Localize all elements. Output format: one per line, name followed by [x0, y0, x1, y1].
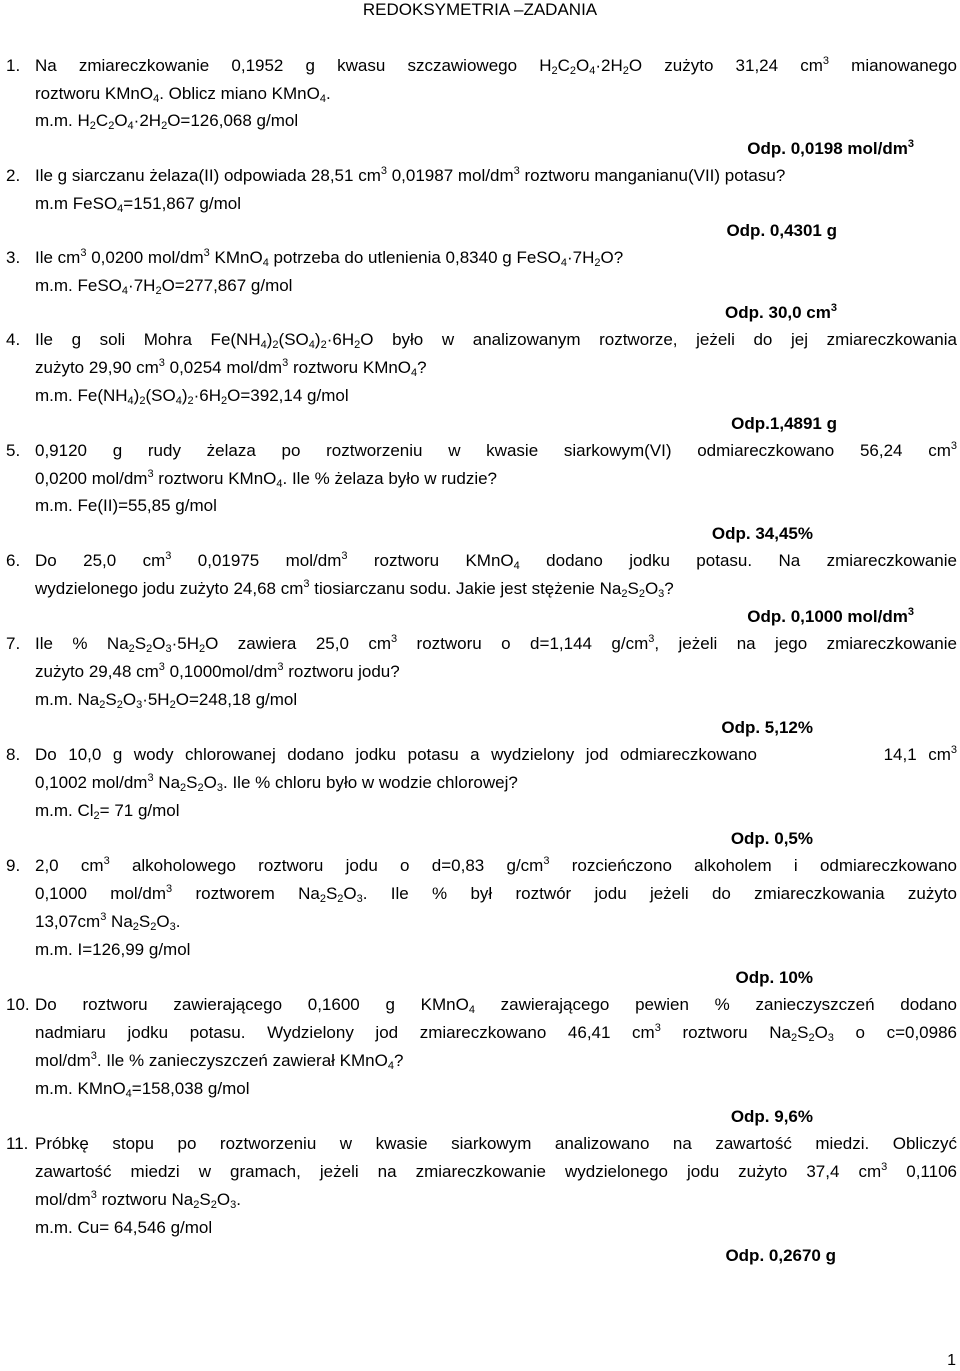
task-7-answer: Odp. 5,12%: [721, 718, 813, 737]
task-6-answer: Odp. 0,1000 mol/$dm^3$: [747, 606, 914, 626]
task-1-molar-mass: m.m. $H_2C_2O_4\cdot 2H_2O=126,068$ g/mol: [35, 111, 299, 132]
task-3-text-line-1: Ile $cm^3$ 0,0200 mol/$dm^3$ KMnO$_4$ potrzeba do utlenienia 0,8340 g $FeSO_4\cdot 7H_2O$?: [35, 247, 624, 269]
task-10-molar-mass: m.m. KMnO$_4$=158,038 g/mol: [35, 1079, 250, 1100]
task-4-molar-mass: m.m. $Fe(NH_4)_2(SO_4)_2\cdot 6H_2O=392,14$ g/mol: [35, 386, 349, 407]
task-number: 6.: [6, 551, 21, 570]
task-9-text-line-1: 2,0 $cm^3$ alkoholowego roztworu jodu o d=0,83 $g/cm^3$ rozcieńczono alkoholem i odmiareczkowano: [35, 855, 957, 875]
task-number: 11.: [6, 1134, 29, 1153]
task-number: 7.: [6, 634, 21, 653]
task-5-molar-mass: m.m. Fe(II)=55,85 g/mol: [35, 496, 217, 515]
task-2-answer: Odp. 0,4301 g: [726, 221, 837, 240]
task-4-text-line-1: Ile g soli Mohra $Fe(NH_4)_2(SO_4)_2\cdot 6H_2O$ było w analizowanym roztworze, jeżeli do jej zmiareczkowania: [35, 330, 957, 351]
task-number: 10.: [6, 995, 30, 1014]
task-11-text-line-3: mol/$dm^3$ roztworu $Na_2S_2O_3$.: [35, 1189, 241, 1211]
task-1-text-line-1: Na zmiareczkowanie 0,1952 g kwasu szczawiowego $H_2C_2O_4\cdot 2H_2O$ zużyto 31,24 $cm^3$ mianowanego: [35, 55, 958, 77]
task-9-molar-mass: m.m. I=126,99 g/mol: [35, 940, 191, 959]
task-11-molar-mass: m.m. Cu= 64,546 g/mol: [35, 1218, 213, 1237]
task-11-text-line-1: Próbkę stopu po roztworzeniu w kwasie siarkowym analizowano na zawartość miedzi. Obliczyć: [35, 1134, 957, 1153]
task-number: 4.: [6, 330, 21, 349]
task-6-text-line-1: Do 25,0 $cm^3$ 0,01975 mol/$dm^3$ roztworu KMnO$_4$ dodano jodku potasu. Na zmiareczkowanie: [35, 550, 957, 572]
task-10-text-line-2: nadmiaru jodku potasu. Wydzielony jod zmiareczkowano 46,41 $cm^3$ roztworu $Na_2S_2O_3$ o c=0,0986: [35, 1022, 957, 1044]
task-number: 2.: [6, 166, 21, 185]
task-1-text-line-2: roztworu KMnO$_4$. Oblicz miano KMnO$_4$.: [35, 84, 331, 105]
task-2-molar-mass: m.m FeSO$_4$=151,867 g/mol: [35, 194, 241, 215]
task-number: 8.: [6, 745, 21, 764]
task-7-text-line-2: zużyto 29,48 $cm^3$ $0,1000mol/dm^3$ roztworu jodu?: [35, 661, 400, 681]
task-8-text-line-1: Do 10,0 g wody chlorowanej dodano jodku potasu a wydzielony jod odmiareczkowano 14,1 $cm^3$: [35, 744, 957, 764]
task-3-answer: Odp. 30,0 $cm^3$: [725, 302, 837, 322]
task-4-answer: Odp.1,4891 g: [731, 414, 837, 433]
task-8-answer: Odp. 0,5%: [730, 829, 813, 848]
task-11-answer: Odp. 0,2670 g: [725, 1246, 836, 1265]
task-3-molar-mass: m.m. $FeSO_4\cdot 7H_2O=277,867$ g/mol: [35, 276, 293, 297]
task-number: 3.: [6, 248, 21, 267]
task-5-text-line-1: 0,9120 g rudy żelaza po roztworzeniu w kwasie siarkowym(VI) odmiareczkowano 56,24 $cm^3$: [35, 440, 957, 460]
task-8-molar-mass: m.m. $Cl_2= 71$ g/mol: [35, 801, 180, 822]
task-number: 9.: [6, 856, 21, 875]
task-10-text-line-3: mol/$dm^3$. Ile % zanieczyszczeń zawierał KMnO$_4$?: [35, 1050, 404, 1072]
task-10-text-line-1: Do roztworu zawierającego 0,1600 g KMnO$_4$ zawierającego pewien % zanieczyszczeń dodano: [35, 995, 957, 1016]
task-11-text-line-2: zawartość miedzi w gramach, jeżeli na zmiareczkowanie wydzielonego jodu zużyto 37,4 $cm^3$ 0,1106: [35, 1161, 957, 1181]
page-title: REDOKSYMETRIA –ZADANIA: [362, 0, 598, 19]
task-4-text-line-2: zużyto 29,90 $cm^3$ 0,0254 mol/$dm^3$ roztworu KMnO$_4$?: [35, 357, 427, 379]
task-5-text-line-2: 0,0200 mol/$dm^3$ roztworu KMnO$_4$. Ile % żelaza było w rudzie?: [35, 468, 498, 490]
task-8-text-line-2: 0,1002 mol/$dm^3$ $Na_2S_2O_3$. Ile % chloru było w wodzie chlorowej?: [35, 772, 518, 794]
task-10-answer: Odp. 9,6%: [730, 1107, 813, 1126]
task-7-molar-mass: m.m. $Na_2S_2O_3\cdot 5H_2O=248,18$ g/mol: [35, 690, 298, 711]
task-9-text-line-3: $13,07cm^3$ $Na_2S_2O_3$.: [35, 911, 181, 933]
task-5-answer: Odp. 34,45%: [711, 524, 813, 543]
page-number: 1: [947, 1352, 956, 1369]
task-9-text-line-2: 0,1000 mol/$dm^3$ roztworem $Na_2S_2O_3$. Ile % był roztwór jodu jeżeli do zmiareczkowania zużyto: [35, 883, 957, 905]
task-7-text-line-1: Ile % $Na_2S_2O_3\cdot 5H_2O$ zawiera 25,0 $cm^3$ roztworu o d=1,144 $g/cm^3$, jeżeli na jego zmiareczkowanie: [35, 633, 957, 655]
task-number: 5.: [6, 441, 21, 460]
task-6-text-line-2: wydzielonego jodu zużyto 24,68 $cm^3$ tiosiarczanu sodu. Jakie jest stężenie $Na_2S_2O_3$?: [35, 578, 674, 600]
task-1-answer: Odp. 0,0198 mol/$dm^3$: [747, 138, 914, 158]
task-9-answer: Odp. 10%: [735, 968, 813, 987]
task-number: 1.: [6, 56, 21, 75]
task-2-text-line-1: Ile g siarczanu żelaza(II) odpowiada 28,51 $cm^3$ 0,01987 mol/$dm^3$ roztworu manganianu(VII) potasu?: [35, 165, 786, 185]
